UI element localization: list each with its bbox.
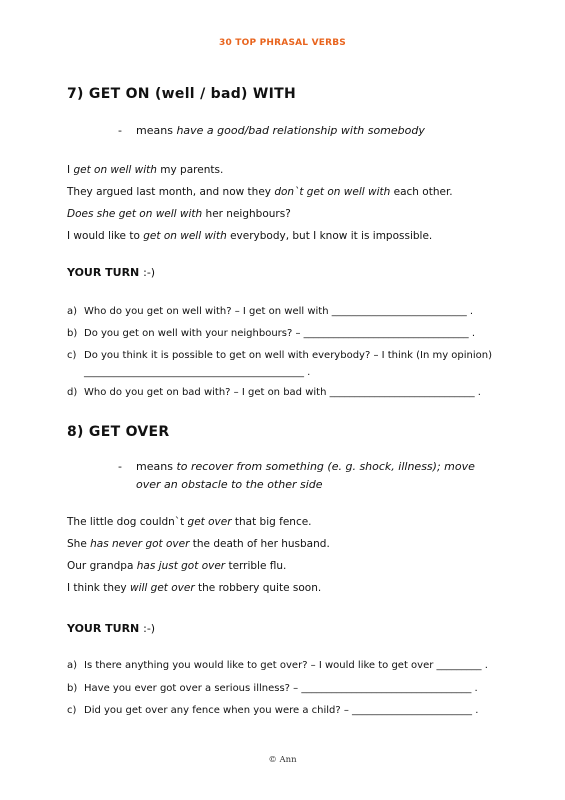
example-phrasal-verb: will get over [129, 582, 195, 594]
example-plain: her neighbours? [202, 208, 291, 220]
question-letter: b) [67, 328, 78, 339]
bullet-dash: - [118, 460, 122, 473]
question-text: Have you ever got over a serious illness? – __________________________________ . [84, 683, 478, 694]
question-letter: b) [67, 683, 78, 694]
example-sentence [67, 164, 223, 176]
example-plain: the robbery quite soon. [194, 582, 322, 594]
example-plain: terrible flu. [225, 560, 287, 572]
meaning-text [136, 460, 475, 473]
example-plain: They argued last month, and now they [67, 186, 275, 198]
meaning-definition: over an obstacle to the other side [136, 478, 323, 491]
your-turn-heading [67, 266, 155, 279]
example-phrasal-verb: get on well with [73, 164, 157, 176]
example-plain: the death of her husband. [189, 538, 330, 550]
page-title: 30 TOP PHRASAL VERBS [219, 38, 346, 48]
meaning-text-continued [136, 478, 323, 491]
meaning-definition: have a good/bad relationship with somebody [176, 124, 425, 137]
question-text: ____________________________________________ . [84, 367, 311, 378]
question-text: Do you think it is possible to get on well with everybody? – I think (In my opinion) [84, 350, 493, 361]
example-phrasal-verb: get on well with [143, 230, 227, 242]
meaning-prefix: means [136, 460, 177, 473]
example-plain: everybody, but I know it is impossible. [226, 230, 433, 242]
section-7-heading: 7) GET ON (well / bad) WITH [67, 86, 297, 102]
example-sentence [67, 538, 330, 550]
meaning-definition: to recover from something (e. g. shock, illness); move [176, 460, 475, 473]
example-plain: that big fence. [231, 516, 312, 528]
question-text: Who do you get on well with? – I get on well with ___________________________ . [84, 306, 474, 317]
question-text: Who do you get on bad with? – I get on bad with _____________________________ . [84, 387, 481, 398]
example-sentence [67, 560, 286, 572]
your-turn-label: YOUR TURN [67, 266, 144, 279]
meaning-prefix: means [136, 124, 177, 137]
example-plain: I would like to [67, 230, 144, 242]
example-phrasal-verb: get over [187, 516, 232, 528]
example-sentence [67, 516, 312, 528]
example-sentence [67, 230, 432, 242]
example-plain: The little dog couldn`t [67, 516, 188, 528]
example-sentence [67, 186, 453, 198]
question-letter: c) [67, 705, 77, 716]
example-plain: Our grandpa [67, 560, 137, 572]
example-phrasal-verb: has never got over [90, 538, 190, 550]
question-text: Is there anything you would like to get over? – I would like to get over _________ . [84, 660, 488, 671]
example-plain: I [67, 164, 74, 176]
example-sentence [67, 208, 291, 220]
question-letter: a) [67, 306, 78, 317]
smiley: :-) [143, 622, 156, 635]
example-phrasal-verb: has just got over [136, 560, 226, 572]
question-text: Did you get over any fence when you were a child? – ________________________ . [84, 705, 479, 716]
question-letter: c) [67, 350, 77, 361]
question-letter: a) [67, 660, 78, 671]
example-sentence [67, 582, 321, 594]
question-text: Do you get on well with your neighbours? – _________________________________ . [84, 328, 476, 339]
section-8-heading: 8) GET OVER [67, 424, 170, 440]
example-plain: each other. [390, 186, 453, 198]
copyright-footer: © Ann [268, 755, 297, 765]
your-turn-label: YOUR TURN [67, 622, 144, 635]
example-phrasal-verb: don`t get on well with [274, 186, 391, 198]
smiley: :-) [143, 266, 156, 279]
question-letter: d) [67, 387, 78, 398]
example-phrasal-verb: Does she get on well with [67, 208, 203, 220]
your-turn-heading [67, 622, 155, 635]
meaning-text [136, 124, 425, 137]
example-plain: my parents. [156, 164, 224, 176]
example-plain: I think they [67, 582, 130, 594]
bullet-dash: - [118, 124, 122, 137]
example-plain: She [67, 538, 91, 550]
